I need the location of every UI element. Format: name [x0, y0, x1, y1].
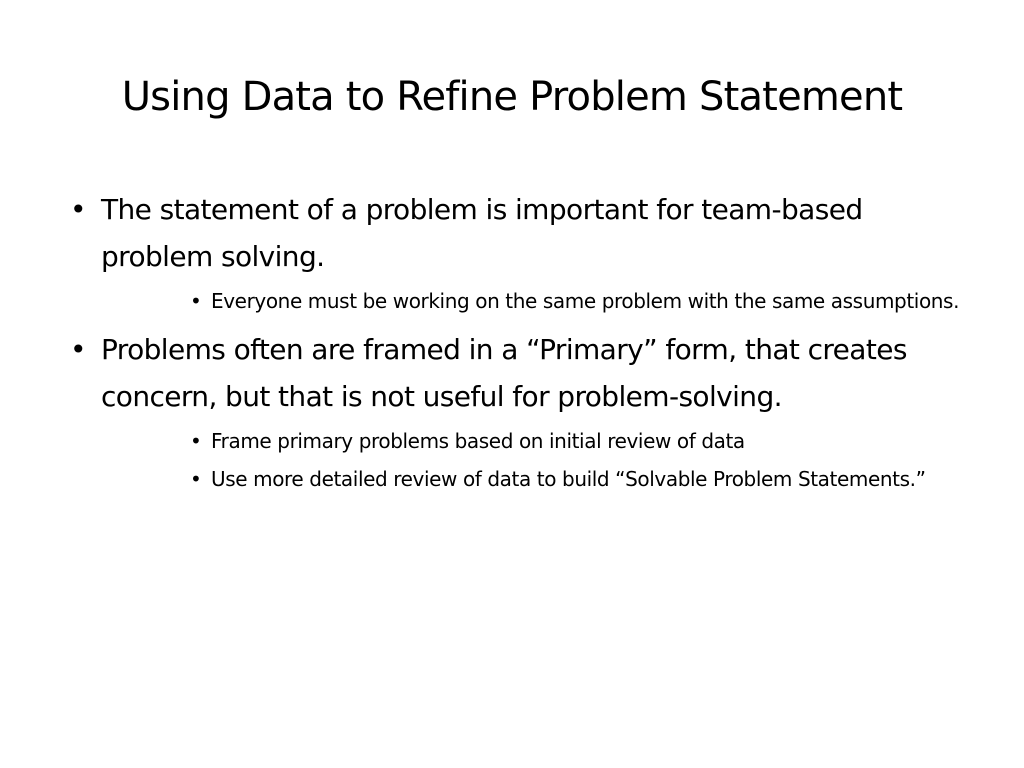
- bullet-list: [70, 186, 970, 504]
- sub-bullet-item: [190, 462, 970, 496]
- sub-bullet-list: [101, 284, 970, 318]
- sub-bullet-item: [190, 424, 970, 458]
- sub-bullet-text: Everyone must be working on the same problem with the same assumptions.: [211, 289, 960, 313]
- slide-title: Using Data to Refine Problem Statement: [121, 74, 903, 120]
- bullet-icon: •: [190, 289, 202, 313]
- sub-bullet-text: Frame primary problems based on initial review of data: [211, 429, 745, 453]
- sub-bullet-list: [101, 424, 970, 496]
- bullet-icon: •: [190, 429, 202, 453]
- bullet-icon: •: [190, 467, 202, 491]
- sub-bullet-text: Use more detailed review of data to build “Solvable Problem Statements.”: [211, 467, 926, 491]
- bullet-icon: •: [70, 193, 86, 226]
- bullet-text: Problems often are framed in a “Primary” form, that creates concern, but that is not useful for problem-solving.: [101, 333, 907, 413]
- bullet-icon: •: [70, 333, 86, 366]
- bullet-item: [70, 186, 970, 318]
- bullet-text: The statement of a problem is important for team-based problem solving.: [101, 193, 863, 273]
- sub-bullet-item: [190, 284, 970, 318]
- bullet-item: [70, 326, 970, 496]
